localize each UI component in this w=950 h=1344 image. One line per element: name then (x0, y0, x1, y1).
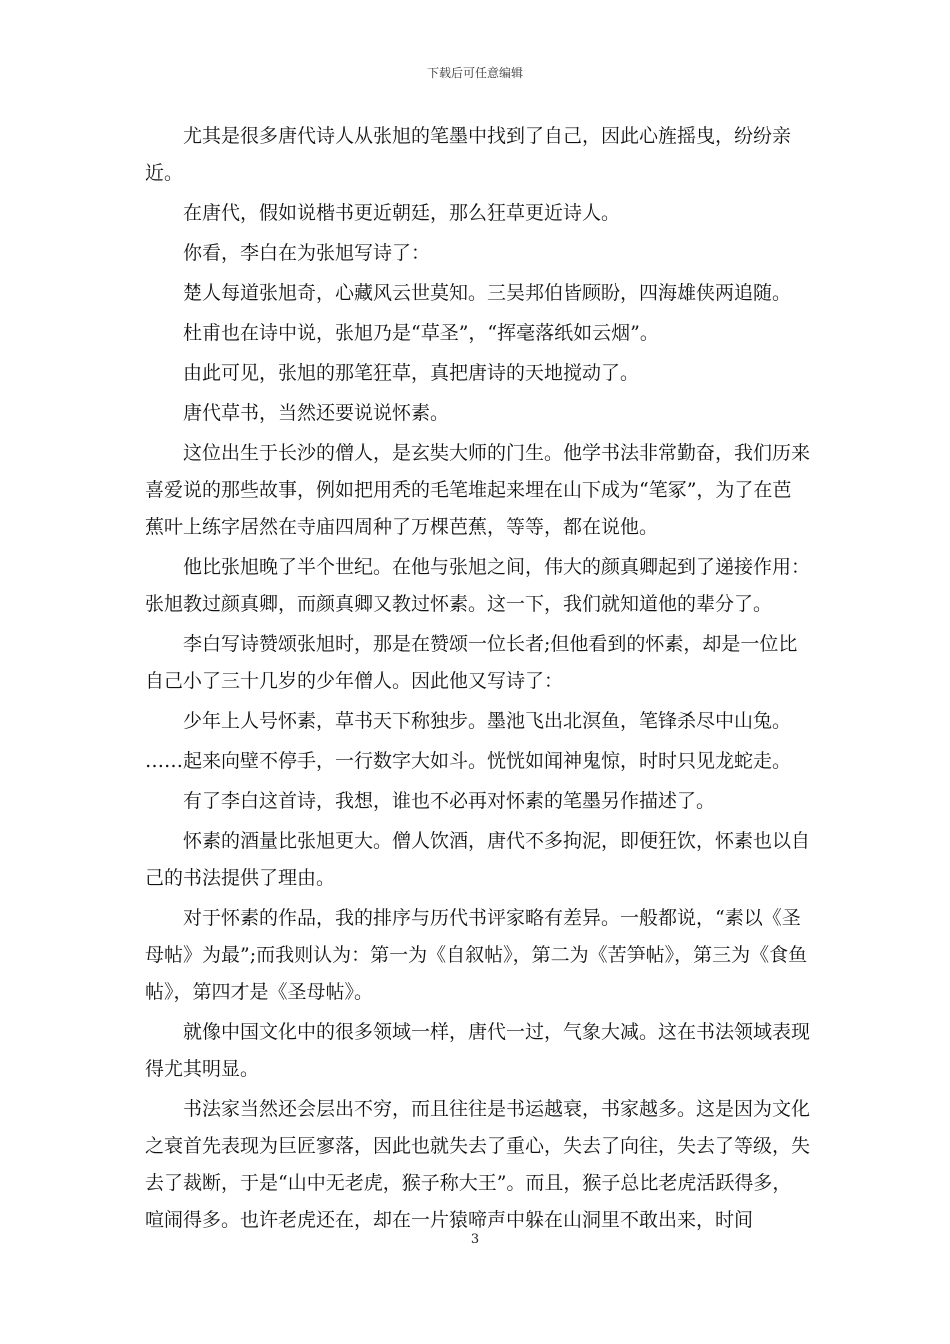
paragraph: 在唐代，假如说楷书更近朝廷，那么狂草更近诗人。 (183, 202, 621, 224)
paragraph: 唐代草书，当然还要说说怀素。 (183, 402, 450, 424)
paragraph: 就像中国文化中的很多领域一样，唐代一过，气象大减。这在书法领域表现得尤其明显。 (145, 1021, 811, 1080)
paragraph: 他比张旭晚了半个世纪。在他与张旭之间，伟大的颜真卿起到了递接作用：张旭教过颜真卿，而颜真卿又教过怀素。这一下，我们就知道他的辈分了。 (145, 556, 811, 615)
paragraph: 书法家当然还会层出不穷，而且往往是书运越衰，书家越多。这是因为文化之衰首先表现为巨匠寥落，因此也就失去了重心，失去了向往，失去了等级，失去了裁断，于是“山中无老虎，猴子称大王”。而且，猴子总比老虎活跃得多，喧闹得多。也许老虎还在，却在一片猿啼声中躲在山洞里不敢出来，时间 (145, 1098, 811, 1231)
paragraph: 李白写诗赞颂张旭时，那是在赞颂一位长者;但他看到的怀素，却是一位比自己小了三十几岁的少年僧人。因此他又写诗了： (145, 633, 798, 692)
poem-line: 楚人每道张旭奇，心藏风云世莫知。三吴邦伯皆顾盼，四海雄侠两追随。 (183, 282, 792, 304)
paragraph: 由此可见，张旭的那笔狂草，真把唐诗的天地搅动了。 (183, 362, 640, 384)
page-number: 3 (470, 1232, 480, 1247)
paragraph: 尤其是很多唐代诗人从张旭的笔墨中找到了自己，因此心旌摇曳，纷纷亲近。 (145, 125, 792, 184)
poem-line: ……起来向壁不停手，一行数字大如斗。恍恍如闻神鬼惊，时时只见龙蛇走。 (145, 750, 792, 772)
paragraph: 你看，李白在为张旭写诗了： (183, 242, 431, 264)
paragraph: 这位出生于长沙的僧人，是玄奘大师的门生。他学书法非常勤奋，我们历来喜爱说的那些故事，例如把用秃的毛笔堆起来埋在山下成为“笔冢”，为了在芭蕉叶上练字居然在寺庙四周种了万棵芭蕉，等等，都在说他。 (145, 442, 811, 538)
paragraph: 杜甫也在诗中说，张旭乃是“草圣”，“挥毫落纸如云烟”。 (183, 322, 659, 344)
paragraph: 对于怀素的作品，我的排序与历代书评家略有差异。一般都说，“素以《圣母帖》为最”;而我则认为：第一为《自叙帖》，第二为《苦笋帖》，第三为《食鱼帖》，第四才是《圣母帖》。 (145, 907, 808, 1003)
poem-line: 少年上人号怀素，草书天下称独步。墨池飞出北溟鱼，笔锋杀尽中山兔。 (183, 710, 792, 732)
document-body (145, 118, 810, 1242)
paragraph: 怀素的酒量比张旭更大。僧人饮酒，唐代不多拘泥，即便狂饮，怀素也以自己的书法提供了理由。 (145, 830, 811, 889)
paragraph: 有了李白这首诗，我想，谁也不必再对怀素的笔墨另作描述了。 (183, 790, 716, 812)
page-header: 下载后可任意编辑 (426, 66, 523, 80)
